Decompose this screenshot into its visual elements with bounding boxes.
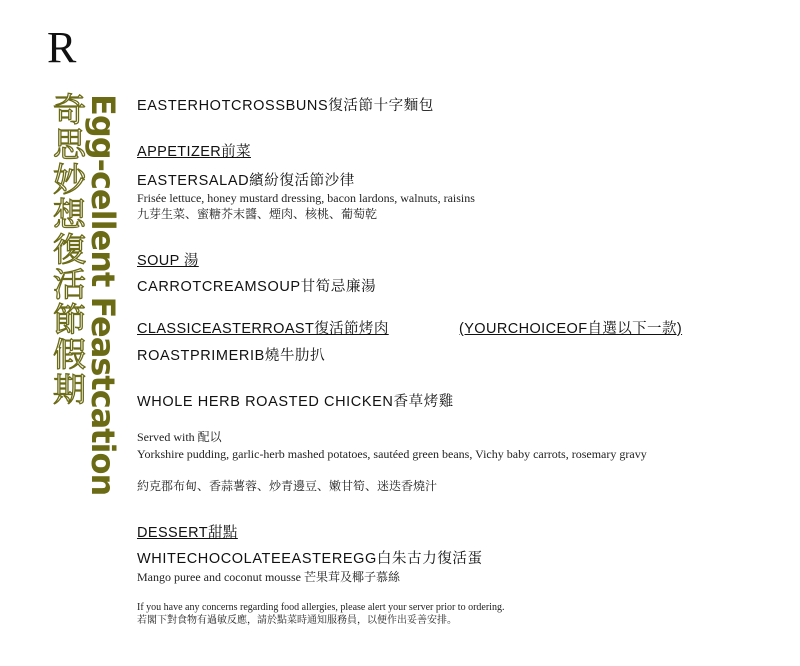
easter-salad: EASTERSALAD繽紛復活節沙律 — [137, 173, 355, 189]
white-chocolate-egg-desc: Mango puree and coconut mousse 芒果茸及椰子慕絲 — [137, 570, 400, 584]
roast-heading-title: CLASSICEASTERROAST復活節烤肉 — [137, 321, 389, 337]
menu-title-chinese: 奇思妙想復活節假期 — [48, 92, 87, 407]
sides-en: Yorkshire pudding, garlic-herb mashed potatoes, sautéed green beans, Vichy baby carrots, rosemary gravy — [137, 447, 647, 461]
menu-title: Egg-cellent Feastcation — [84, 94, 122, 496]
logo: R — [47, 23, 77, 72]
served-with: Served with 配以 — [137, 430, 222, 444]
carrot-soup: CARROTCREAMSOUP甘筍忌廉湯 — [137, 279, 377, 295]
allergy-notice-en: If you have any concerns regarding food allergies, please alert your server prior to ordering. — [137, 602, 505, 613]
white-chocolate-egg: WHITECHOCOLATEEASTEREGG白朱古力復活蛋 — [137, 551, 483, 567]
hot-cross-buns: EASTERHOTCROSSBUNS復活節十字麵包 — [137, 98, 434, 114]
herb-roasted-chicken: WHOLE HERB ROASTED CHICKEN香草烤雞 — [137, 394, 454, 410]
easter-salad-desc-zh: 九芽生菜、蜜糖芥末醬、煙肉、核桃、葡萄乾 — [137, 207, 378, 221]
soup-heading: SOUP 湯 — [137, 253, 199, 269]
roast-heading-choice: (YOURCHOICEOF自選以下一款) — [459, 321, 683, 337]
roast-prime-rib: ROASTPRIMERIB燒牛肋扒 — [137, 348, 326, 364]
easter-salad-desc-en: Frisée lettuce, honey mustard dressing, bacon lardons, walnuts, raisins — [137, 191, 475, 205]
appetizer-heading: APPETIZER前菜 — [137, 144, 251, 160]
allergy-notice-zh: 若閣下對食物有過敏反應，請於點菜時通知服務員，以便作出妥善安排。 — [137, 615, 457, 626]
dessert-heading: DESSERT甜點 — [137, 525, 238, 541]
sides-zh: 約克郡布甸、香蒜薯蓉、炒青邊豆、嫩甘筍、迷迭香燒汁 — [137, 479, 438, 493]
roast-heading — [137, 317, 737, 338]
